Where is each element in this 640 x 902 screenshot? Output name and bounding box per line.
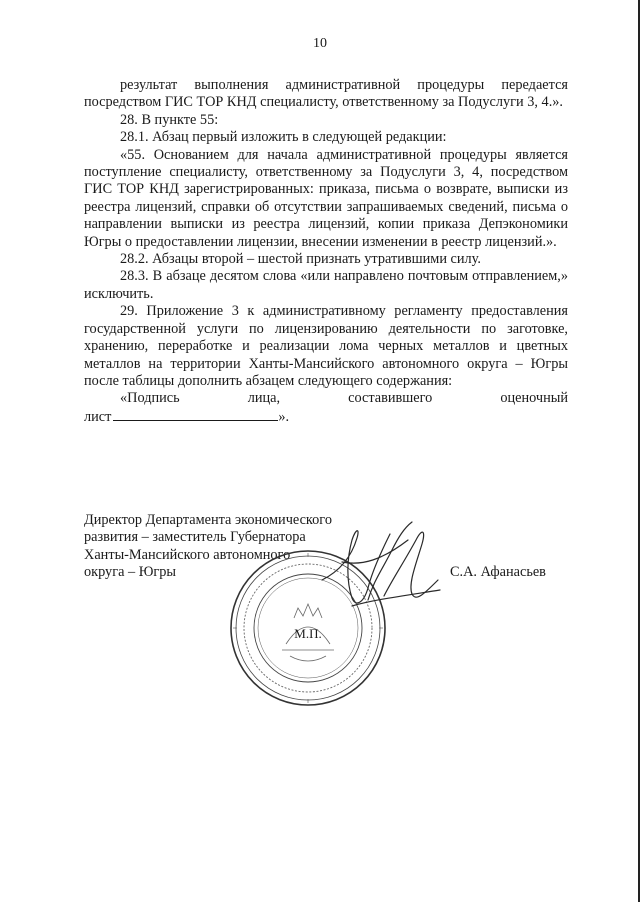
quote-end: ». [278,408,290,425]
quote-line-blank [84,408,568,426]
signatory-name: С.А. Афанасьев [450,564,546,580]
quote-line: «Подпись лица, составившего оценочный [120,390,568,407]
page-number: 10 [313,36,327,51]
paragraph: 29. Приложение 3 к административному регламенту предоставления государственной услуги по лицензированию деятельности по заготовке, хранению, переработке и реализации лома черных металлов и цветных металлов на территории Ханты-Мансийского автономного округа – Югры после таблицы дополнить абзацем следующего содержания: [84,303,568,389]
signature-blank [113,408,278,421]
position-line: Ханты-Мансийского автономного [84,546,291,563]
paragraph: 28. В пункте 55: [120,111,219,128]
quote-start: лист [84,408,112,425]
document-body [84,77,568,426]
paragraph: 28.2. Абзацы второй – шестой признать утратившими силу. [120,251,481,268]
paragraph: 28.1. Абзац первый изложить в следующей редакции: [120,129,447,146]
paragraph: «55. Основанием для начала административной процедуры является поступление специалисту, ответственному за Подуслуги 3, 4, посредством ГИС ТОР КНД зарегистрированных: приказа, письма о возврате, выписки из реестра лицензий, справки об отсутствии запрашиваемых сведений, письма о направлении выписки из реестра лицензий, копии приказа Депэкономики Югры о предоставлении лицензии, внесении изменении в реестр лицензий.». [84,146,568,250]
position-line: развития – заместитель Губернатора [84,529,306,546]
paragraph: 28.3. В абзаце десятом слова «или направлено почтовым отправлением,» исключить. [84,268,568,302]
paragraph: результат выполнения административной процедуры передается посредством ГИС ТОР КНД специалисту, ответственному за Подуслуги 3, 4.». [84,77,568,111]
stamp-label: М.П. [294,626,322,641]
position-line: округа – Югры [84,564,177,581]
handwritten-signature [312,510,452,620]
position-line: Директор Департамента экономического [84,512,332,528]
